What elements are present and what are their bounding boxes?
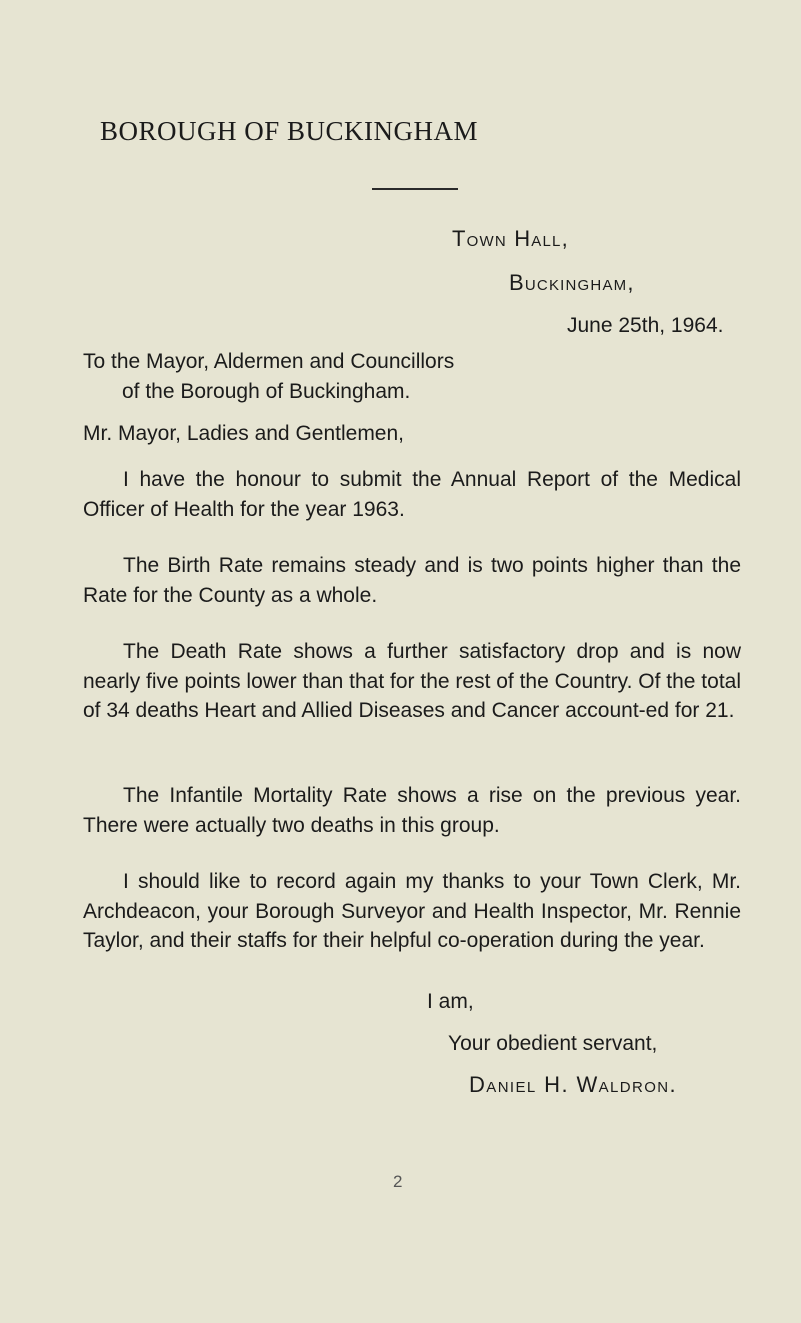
paragraph-infantile-mortality: The Infantile Mortality Rate shows a rise on the previous year. There were actually two deaths in this group. <box>83 784 741 837</box>
paragraph-intro: I have the honour to submit the Annual Report of the Medical Officer of Health for the year 1963. <box>83 468 741 521</box>
salutation: Mr. Mayor, Ladies and Gentlemen, <box>83 422 404 445</box>
paragraph-thanks: I should like to record again my thanks to your Town Clerk, Mr. Archdeacon, your Borough Surveyor and Health Inspector, Mr. Rennie Taylor, and their staffs for their helpful co-operation during the year. <box>83 870 741 952</box>
signature: Daniel H. Waldron. <box>469 1072 678 1097</box>
page-number: 2 <box>393 1172 403 1191</box>
closing-line-1: I am, <box>427 990 474 1013</box>
address-line-town-hall: Town Hall, <box>452 226 569 251</box>
addressee-line-2: of the Borough of Buckingham. <box>122 380 411 403</box>
title-divider <box>372 188 458 190</box>
page-title: BOROUGH OF BUCKINGHAM <box>100 116 479 146</box>
addressee-line-1: To the Mayor, Aldermen and Councillors <box>83 350 455 373</box>
closing-line-2: Your obedient servant, <box>448 1032 658 1055</box>
address-line-buckingham: Buckingham, <box>509 270 635 295</box>
paragraph-death-rate: The Death Rate shows a further satisfactory drop and is now nearly five points lower than that for the rest of the Country. Of the total of 34 deaths Heart and Allied Diseases and Cancer account-ed for 21. <box>83 640 741 722</box>
paragraph-birth-rate: The Birth Rate remains steady and is two points higher than the Rate for the County as a whole. <box>83 554 741 607</box>
letter-date: June 25th, 1964. <box>567 314 724 337</box>
